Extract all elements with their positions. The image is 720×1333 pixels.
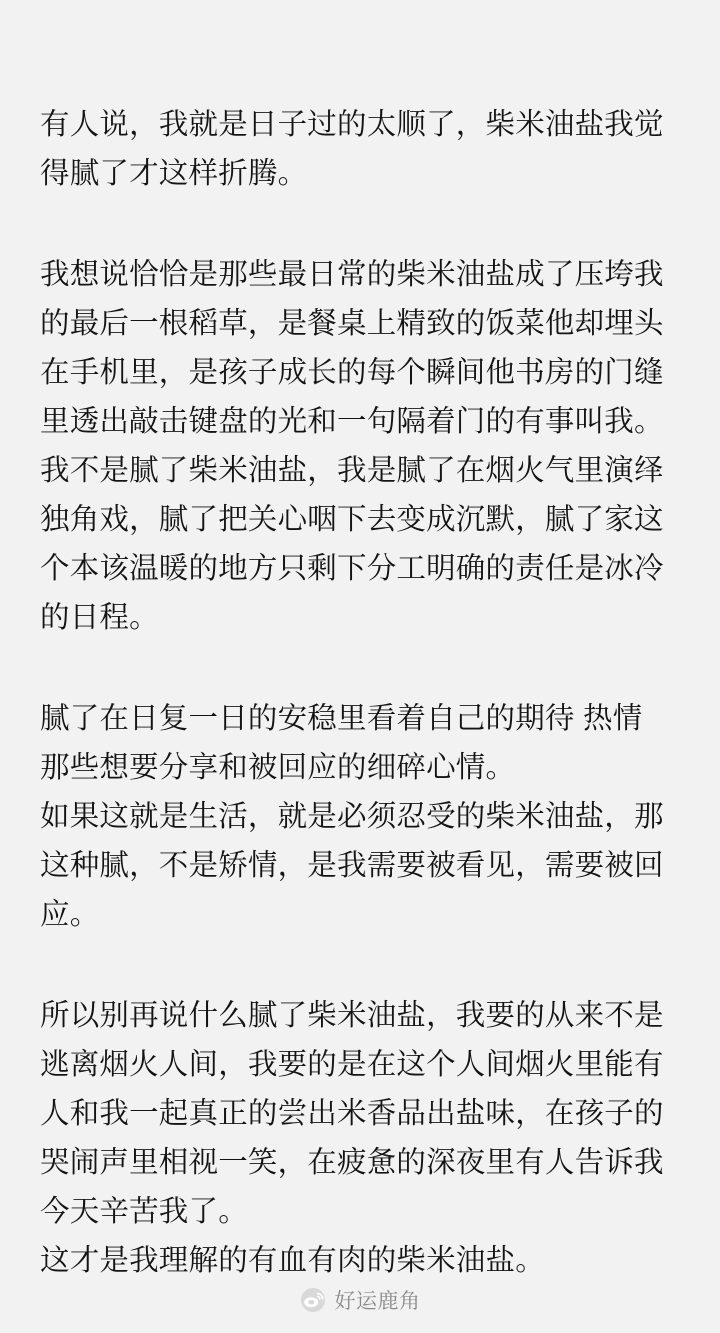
paragraph-6: 所以别再说什么腻了柴米油盐，我要的从来不是逃离烟火人间，我要的是在这个人间烟火里能有人和我一起真正的尝出米香品出盐味，在孩子的哭闹声里相视一笑，在疲惫的深夜里有人告诉我今天辛苦我了。 bbox=[40, 999, 664, 1228]
paragraph-spacer bbox=[40, 642, 680, 694]
paragraph-spacer bbox=[40, 939, 680, 991]
paragraph-2: 我想说恰恰是那些最日常的柴米油盐成了压垮我的最后一根稻草，是餐桌上精致的饭菜他却埋头在手机里，是孩子成长的每个瞬间他书房的门缝里透出敲击键盘的光和一句隔着门的有事叫我。 bbox=[40, 258, 664, 438]
article-body bbox=[40, 100, 680, 1285]
weibo-icon bbox=[300, 1287, 326, 1313]
paragraph-5: 如果这就是生活，就是必须忍受的柴米油盐，那这种腻，不是矫情，是我需要被看见，需要被回应。 bbox=[40, 800, 664, 931]
paragraph-4: 腻了在日复一日的安稳里看着自己的期待 热情 那些想要分享和被回应的细碎心情。 bbox=[40, 702, 643, 784]
paragraph-3: 我不是腻了柴米油盐，我是腻了在烟火气里演绎独角戏，腻了把关心咽下去变成沉默，腻了家这个本该温暖的地方只剩下分工明确的责任是冰冷的日程。 bbox=[40, 454, 664, 634]
footer-username: 好运鹿角 bbox=[334, 1290, 421, 1313]
paragraph-spacer bbox=[40, 198, 680, 250]
footer-attribution bbox=[40, 1285, 680, 1333]
paragraph-7: 这才是我理解的有血有肉的柴米油盐。 bbox=[40, 1244, 545, 1277]
paragraph-1: 有人说，我就是日子过的太顺了，柴米油盐我觉得腻了才这样折腾。 bbox=[40, 108, 664, 190]
